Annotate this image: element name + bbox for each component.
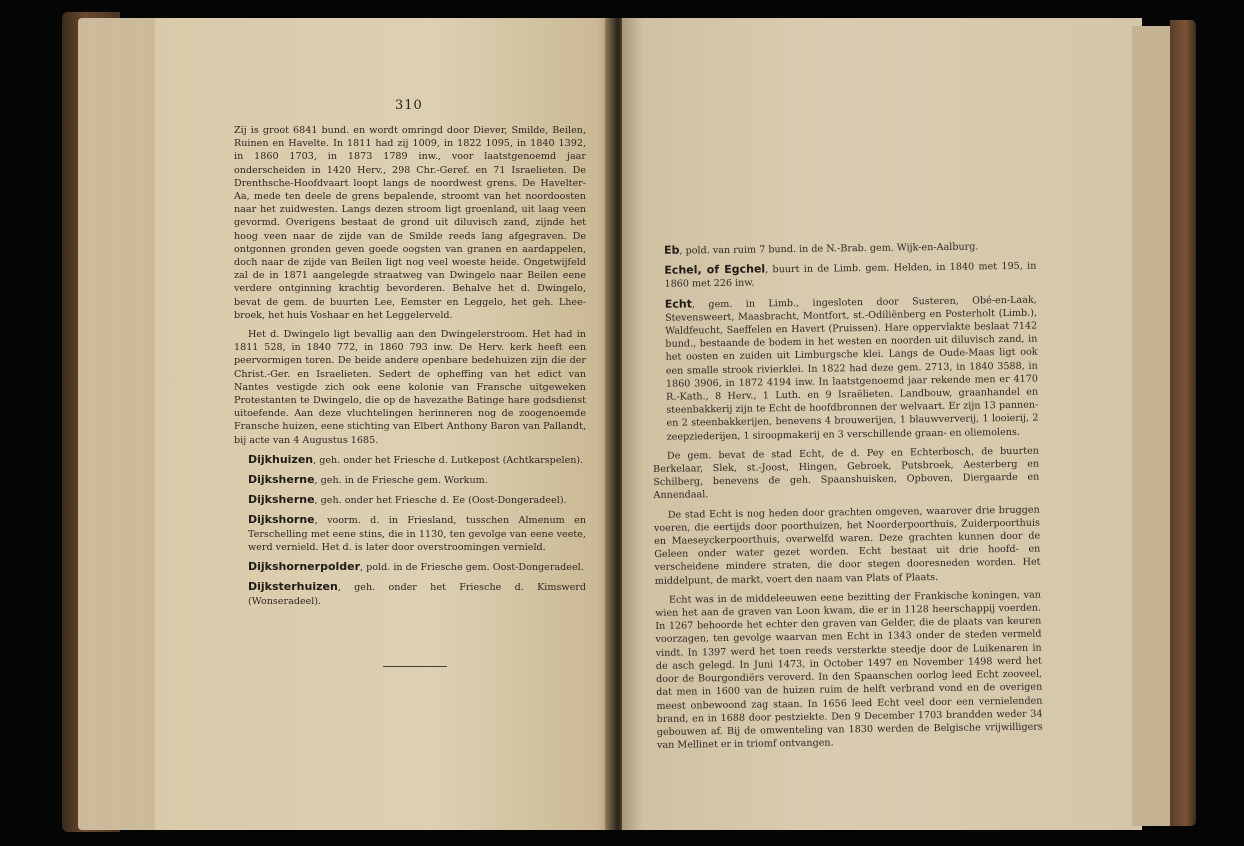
entry-term: Dijksterhuizen	[248, 580, 338, 594]
entry-text: , geh. onder het Friesche d. Kimswerd (Wonseradeel).	[248, 582, 586, 607]
entry-text: , voorm. d. in Friesland, tusschen Almenum en Terschelling met eene stins, die in 1130, ten gevolge van eene veete, werd vernield. Het d. is later door overstroomingen vernield.	[248, 515, 586, 553]
entry-term: Dijkshorne	[248, 513, 315, 527]
right-page-text	[650, 239, 1043, 759]
entry-term: Dijksherne	[248, 493, 315, 507]
page-number: 310	[395, 98, 423, 113]
dictionary-entry	[651, 292, 1039, 444]
entry-text: , pold. van ruim 7 bund. in de N.-Brab. gem. Wijk-en-Aalburg.	[679, 241, 979, 257]
entry-text: , gem. in Limb., ingesloten door Susteren, Obé-en-Laak, Stevensweert, Maasbracht, Montfort, st.-Odiliënberg en Posterholt (Limb.), Waldfeucht, Saeffelen en Havert (Pruissen). Hare oppervlakte beslaat 7142 bund., bestaande de bodem in het westen en noorden uit diluvisch zand, in het oosten en zuiden uit Limburgsche klei. Langs de Oude-Maas ligt ook een smalle strook rivierklei. In 1822 had deze gem. 2713, in 1840 3588, in 1860 3906, in 1872 4194 inw. In laatstgenoemd jaar rekende men er 4170 R.-Kath., 8 Herv., 1 Luth. en 9 Israëlieten. Landbouw, graanhandel en steenbakkerij zijn te Echt de hoofdbronnen der welvaart. Er zijn 13 pannen- en 2 steenbakkerijen, benevens 4 brouwerijen, 1 blauwververij, 1 looierij, 2 zeepziederijen, 1 siroopmakerij en 3 verschillende graan- en oliemolens.	[664, 294, 1039, 443]
dictionary-entry	[234, 580, 586, 607]
dictionary-entry	[234, 473, 586, 487]
paragraph: Het d. Dwingelo ligt bevallig aan den Dwingelerstroom. Het had in 1811 528, in 1840 772, in 1860 793 inw. De Herv. kerk heeft een peervormigen toren. De beide andere openbare bedehuizen zijn die der Christ.-Ger. en Israelieten. Sedert de opheffing van het edict van Nantes vestigde zich ook eene kolonie van Fransche uitgeweken Protestanten te Dwingelo, die op de havezathe Batinge hare godsdienst uitoefende. Aan deze vluchtelingen herinneren nog de zoogenoemde Fransche huizen, eene stichting van Elbert Anthony Baron van Pallandt, bij acte van 4 Augustus 1685.	[234, 329, 586, 446]
entry-term: Echel, of Egchel	[664, 262, 766, 278]
entry-text: , buurt in de Limb. gem. Helden, in 1840 met 195, in 1860 met 226 inw.	[664, 260, 1037, 291]
book-cover-right	[1170, 20, 1196, 826]
entry-text: , geh. in de Friesche gem. Workum.	[314, 475, 488, 487]
paragraph: Zij is groot 6841 bund. en wordt omringd door Diever, Smilde, Beilen, Ruinen en Havelte. In 1811 had zij 1009, in 1822 1095, in 1840 1392, in 1860 1703, in 1873 1789 inw., voor laatstgenoemd jaar onderscheiden in 1420 Herv., 298 Chr.-Geref. en 71 Israelieten. De Drenthsche-Hoofdvaart loopt langs de noordwest grens. De Havelter-Aa, mede ten deele de grens bepalende, stroomt van het noordoosten naar het zuidwesten. Langs dezen stroom ligt groenland, uit laag veen gevormd. Overigens bestaat de grond uit diluvisch zand, zijnde het hoog veen naar de zijde van de Smilde reeds lang afgegraven. De ontgonnen gronden geven goede oogsten van granen en aardappelen, doch naar de zijde van Beilen ligt nog veel woeste heide. Ongetwijfeld zal de in 1871 aangelegde straatweg van Dwingelo naar Beilen eene verdere ontginning krachtig bevorderen. Behalve het d. Dwingelo, bevat de gem. de buurten Lee, Eemster en Leggelo, het geh. Lheebroek, het huis Voshaar en het Leggelerveld.	[234, 125, 586, 321]
dictionary-entry	[650, 259, 1036, 292]
entry-term: Eb	[663, 243, 680, 257]
paragraph: De gem. bevat de stad Echt, de d. Pey en Echterbosch, de buurten Berkelaar, Slek, st.-Joost, Hingen, Gebroek, Putsbroek, Aesterberg en Schilberg, benevens de geh. Spaanshuisken, Opboven, Diergaarde en Annendaal.	[653, 445, 1040, 502]
dictionary-entry	[234, 560, 586, 574]
entry-term: Dijkhuizen	[248, 452, 314, 466]
entry-term: Dijksherne	[248, 473, 315, 487]
entry-text: , geh. onder het Friesche d. Ee (Oost-Dongeradeel).	[314, 495, 567, 507]
page-edges-left	[78, 18, 160, 830]
entry-term: Dijkshornerpolder	[248, 560, 361, 574]
entry-term: Echt	[664, 297, 693, 311]
paragraph: De stad Echt is nog heden door grachten omgeven, waarover drie bruggen voeren, die eertijds door poorthuizen, het Noorderpoorthuis, Zuiderpoorthuis en Maeseyckerpoorthuis, overwelfd waren. Deze grachten kunnen door de Geleen onder water gezet worden. Echt bestaat uit drie hoofd- en verscheidene mindere straten, die door stegen dooresneden worden. Het middelpunt, de markt, voert den naam van Plats of Plaats.	[653, 504, 1041, 587]
left-page-text	[234, 124, 586, 614]
entry-text: , pold. in de Friesche gem. Oost-Dongeradeel.	[360, 562, 584, 574]
entry-text: , geh. onder het Friesche d. Lutkepost (Achtkarspelen).	[313, 454, 584, 466]
dictionary-entry	[234, 493, 586, 507]
dictionary-entry	[234, 513, 586, 554]
end-rule	[383, 666, 447, 667]
paragraph: Echt was in de middeleeuwen eene bezitting der Frankische koningen, van wien het aan de graven van Loon kwam, die er in 1128 heerschappij voerden. In 1267 behoorde het echter den graven van Gelder, die de plaats van keuren voorzagen, ten gevolge waarvan men Echt in 1343 onder de steden vermeld vindt. In 1397 werd het toen reeds versterkte steedje door de Luikenaren in de asch gelegd. In Juni 1473, in October 1497 en November 1498 werd het door de Bourgondiërs veroverd. In den Spaanschen oorlog leed Echt zooveel, dat men in 1600 van de huizen ruim de helft verbrand vond en de overigen meest onbewoond zag staan. In 1656 leed Echt veel door een vernielenden brand, en in 1688 door pestziekte. Den 9 December 1703 brandden weder 34 gebouwen af. Bij de omwenteling van 1830 werden de Belgische vrijwilligers van Mellinet er in triomf ontvangen.	[655, 589, 1043, 752]
dictionary-entry	[234, 453, 586, 467]
